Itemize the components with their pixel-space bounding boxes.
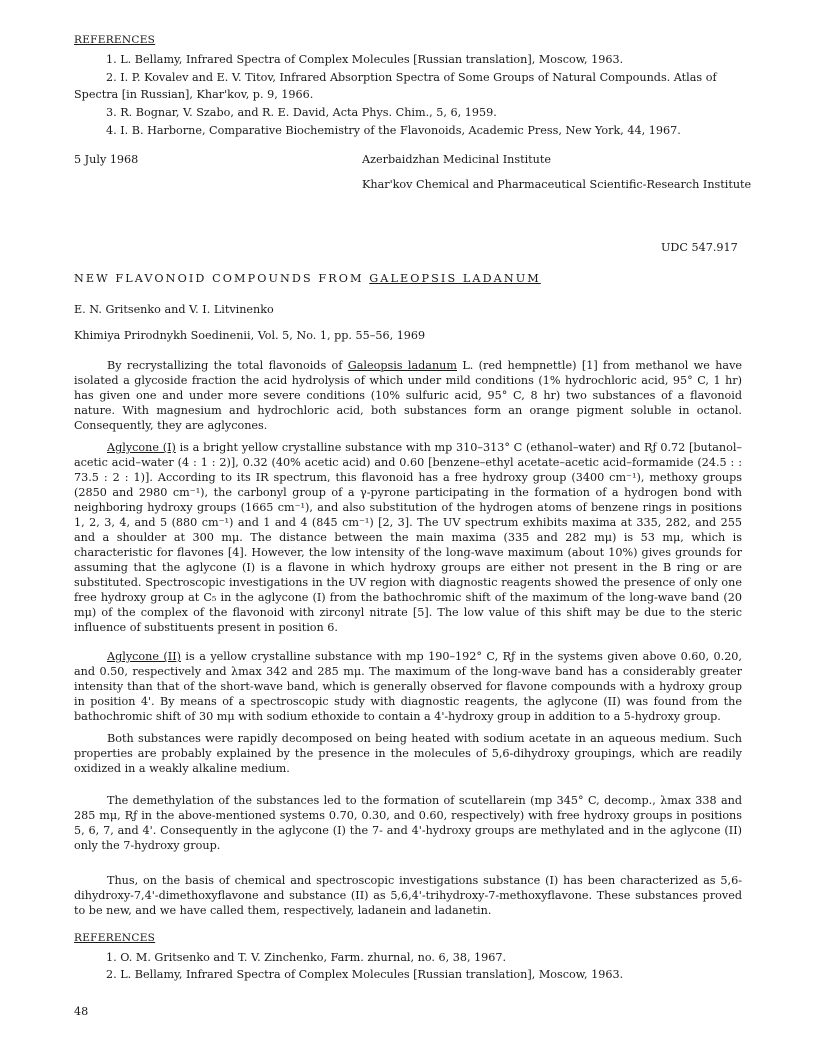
- reference-item-continuation: Spectra [in Russian], Khar'kov, p. 9, 1966.: [74, 88, 314, 101]
- reference-item: 2. L. Bellamy, Infrared Spectra of Complex Molecules [Russian translation], Moscow, 1963.: [106, 968, 624, 981]
- aglycone-label: Aglycone (I): [107, 441, 176, 454]
- reference-item: 2. I. P. Kovalev and E. V. Titov, Infrared Absorption Spectra of Some Groups of Natural Compounds. Atlas of: [106, 71, 717, 84]
- reference-item: 3. R. Bognar, V. Szabo, and R. E. David, Acta Phys. Chim., 5, 6, 1959.: [106, 106, 497, 119]
- reference-item: 4. I. B. Harborne, Comparative Biochemistry of the Flavonoids, Academic Press, New York, 44, 1967.: [106, 124, 681, 137]
- received-date: 5 July 1968: [74, 153, 139, 166]
- body-paragraph-3: Aglycone (II) is a yellow crystalline substance with mp 190–192° C, Rƒ in the systems given above 0.60, 0.20, and 0.50, respectively and λmax 342 and 285 mμ. The maximum of the long-wave band has a considerably greater intensity than that of the short-wave band, which is generally observed for flavone compounds with a hydroxy group in position 4'. By means of a spectroscopic study with diagnostic reagents, the aglycone (II) was found from the bathochromic shift of 30 mμ with sodium ethoxide to contain a 4'-hydroxy group in addition to a 5-hydroxy group.: [74, 650, 742, 723]
- body-paragraph-1: By recrystallizing the total flavonoids of Galeopsis ladanum L. (red hempnettle) [1] from methanol we have isolated a glycoside fraction the acid hydrolysis of which under mild conditions (1% hydrochloric acid, 95° C, 1 hr) has given one and under more severe conditions (10% sulfuric acid, 95° C, 8 hr) two substances of a flavonoid nature. With magnesium and hydrochloric acid, both substances form an orange pigment soluble in octanol. Consequently, they are aglycones.: [74, 359, 743, 432]
- udc-code: UDC 547.917: [661, 241, 738, 254]
- references-heading-bottom: REFERENCES: [74, 932, 156, 944]
- journal-citation: Khimiya Prirodnykh Soedinenii, Vol. 5, No. 1, pp. 55–56, 1969: [74, 329, 426, 342]
- body-paragraph-5: The demethylation of the substances led to the formation of scutellarein (mp 345° C, decomp., λmax 338 and 285 mμ, Rƒ in the above-mentioned systems 0.70, 0.30, and 0.60, respectively) with free hydroxy groups in positions 5, 6, 7, and 4'. Consequently in the aglycone (I) the 7- and 4'-hydroxy groups are methylated and in the aglycone (II) only the 7-hydroxy group.: [74, 794, 742, 852]
- institution: Azerbaidzhan Medicinal Institute: [362, 153, 551, 166]
- title-prefix: NEW FLAVONOID COMPOUNDS FROM: [74, 272, 364, 285]
- body-paragraph-4: Both substances were rapidly decomposed on being heated with sodium acetate in an aqueous medium. Such properties are probably explained by the presence in the molecules of 5,6-dihydroxy groupings, which are readily oxidized in a weakly alkaline medium.: [74, 732, 742, 775]
- article-title: [74, 271, 541, 286]
- reference-item: 1. L. Bellamy, Infrared Spectra of Complex Molecules [Russian translation], Moscow, 1963.: [106, 53, 624, 66]
- institution: Khar'kov Chemical and Pharmaceutical Scientific-Research Institute: [362, 178, 752, 191]
- body-paragraph-2: Aglycone (I) is a bright yellow crystalline substance with mp 310–313° C (ethanol–water) and Rƒ 0.72 [butanol–acetic acid–water (4 : 1 : 2)], 0.32 (40% acetic acid) and 0.60 [benzene–ethyl acetate–acetic acid–formamide (24.5 : : 73.5 : 2 : 1)]. According to its IR spectrum, this flavonoid has a free hydroxy group (3400 cm⁻¹), methoxy groups (2850 and 2980 cm⁻¹), the carbonyl group of a γ-pyrone participating in the formation of a hydrogen bond with neighboring hydroxy groups (1665 cm⁻¹), and also substitution of the hydrogen atoms of benzene rings in positions 1, 2, 3, 4, and 5 (880 cm⁻¹) and 1 and 4 (845 cm⁻¹) [2, 3]. The UV spectrum exhibits maxima at 335, 282, and 255 and a shoulder at 300 mμ. The distance between the main maxima (335 and 282 mμ) is 53 mμ, which is characteristic for flavones [4]. However, the low intensity of the long-wave maximum (about 10%) gives grounds for assuming that the aglycone (I) is a flavone in which hydroxy groups are either not present in the B ring or are substituted. Spectroscopic investigations in the UV region with diagnostic reagents showed the presence of only one free hydroxy group at C₅ in the aglycone (I) from the bathochromic shift of the maximum of the long-wave band (20 mμ) of the complex of the flavonoid with zirconyl nitrate [5]. The low value of this shift may be due to the steric influence of substituents present in position 6.: [74, 441, 742, 634]
- title-species: GALEOPSIS LADANUM: [369, 272, 541, 285]
- reference-item: 1. O. M. Gritsenko and T. V. Zinchenko, Farm. zhurnal, no. 6, 38, 1967.: [106, 951, 507, 964]
- aglycone-label: Aglycone (II): [107, 650, 181, 663]
- body-paragraph-6: Thus, on the basis of chemical and spectroscopic investigations substance (I) has been characterized as 5,6-dihydroxy-7,4'-dimethoxyflavone and substance (II) as 5,6,4'-trihydroxy-7-methoxyflavone. These substances proved to be new, and we have called them, respectively, ladanein and ladanetin.: [74, 874, 742, 917]
- authors: E. N. Gritsenko and V. I. Litvinenko: [74, 303, 274, 316]
- references-heading-top: REFERENCES: [74, 34, 156, 46]
- species-name: Galeopsis ladanum: [347, 359, 457, 372]
- page-number: 48: [74, 1005, 89, 1018]
